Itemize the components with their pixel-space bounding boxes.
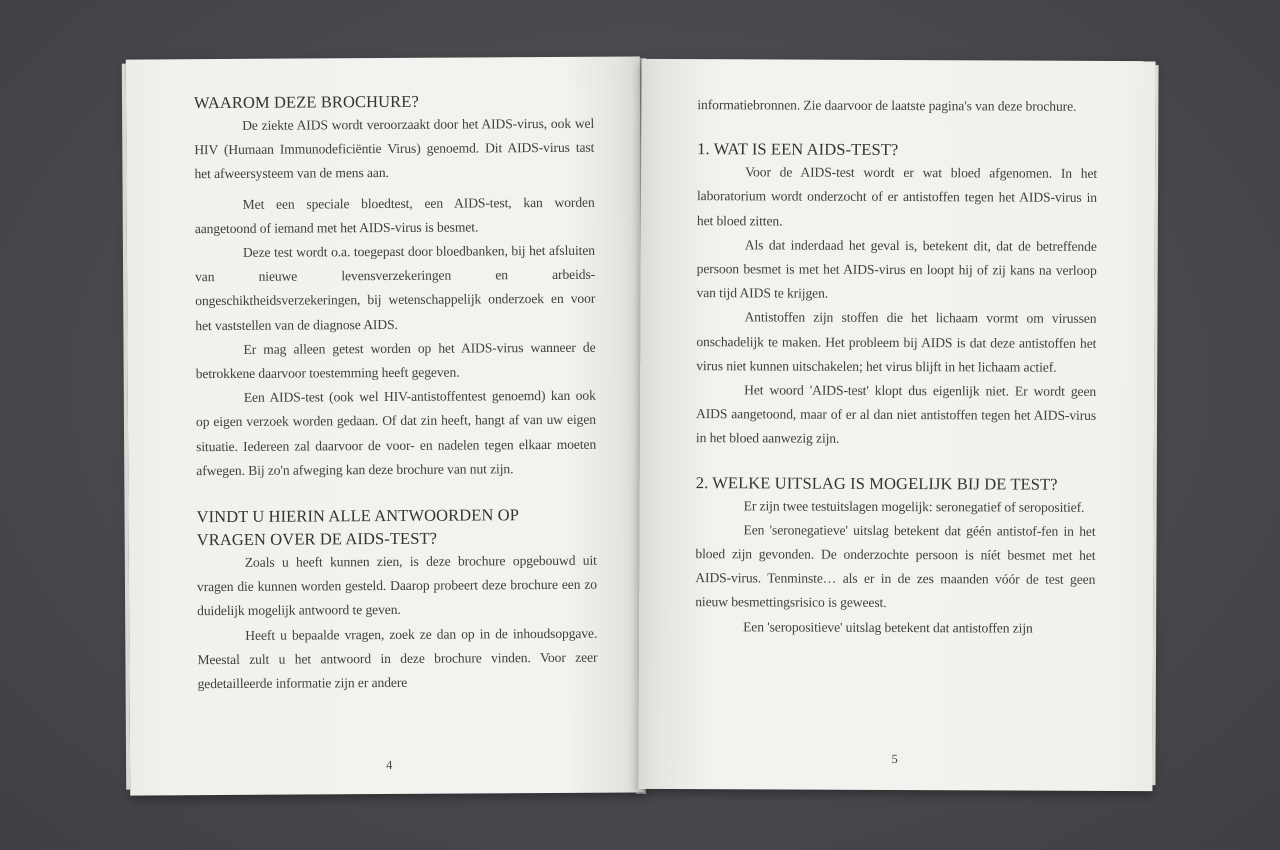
heading-line: VINDT U HIERIN ALLE ANTWOORDEN OP	[196, 505, 520, 527]
right-page	[638, 59, 1155, 791]
paragraph: Er zijn twee testuitslagen mogelijk: seronegatief of seropositief.	[743, 497, 1085, 515]
paragraph: Voor de AIDS-test wordt er wat bloed afgenomen. In het laboratorium wordt onderzocht of er antistoffen tegen het AIDS-virus in het bloed zitten.	[696, 164, 1098, 229]
paragraph: Antistoffen zijn stoffen die het lichaam vormt om virussen onschadelijk te maken. Het probleem bij AIDS is dat deze antistoffen het virus niet kunnen uitschakelen; het virus blijft in het lichaam actief.	[696, 309, 1097, 375]
paragraph: Een AIDS-test (ook wel HIV-antistoffentest genoemd) kan ook op eigen verzoek worden gedaan. Of dat zin heeft, hangt af van uw eigen situatie. Iedereen zal daarvoor de voor- en nadelen tegen elkaar moeten afwegen. Bij zo'n afweging kan deze brochure van nut zijn.	[195, 387, 597, 478]
paragraph: Een 'seropositieve' uitslag betekent dat antistoffen zijn	[743, 618, 1033, 636]
left-page-content	[194, 89, 598, 697]
section-heading-vindt-u	[196, 503, 596, 551]
paragraph: Heeft u bepaalde vragen, zoek ze dan op in de inhoudsopgave. Meestal zult u het antwoord in deze brochure vinden. Voor zeer gedetailleerde informatie zijn er andere	[197, 625, 598, 692]
paragraph: Zoals u heeft kunnen zien, is deze brochure opgebouwd uit vragen die kunnen worden gesteld. Daarop probeert deze brochure een zo duidelijk mogelijk antwoord te geven.	[196, 552, 598, 619]
page-number: 5	[891, 751, 898, 767]
paragraph: Als dat inderdaad het geval is, betekent dit, dat de betreffende persoon besmet is met het AIDS-virus en loopt hij of zij kans na verloop van tijd AIDS te krijgen.	[696, 237, 1097, 301]
section-spacer	[697, 117, 1097, 139]
section-spacer	[196, 481, 596, 505]
paragraph: De ziekte AIDS wordt veroorzaakt door het AIDS-virus, ook wel HIV (Humaan Immunodeficiëntie Virus) genoemd. Dit AIDS-virus tast het afweersysteem van de mens aan.	[194, 115, 595, 182]
left-page	[126, 56, 644, 795]
paragraph: Deze test wordt o.a. toegepast door bloedbanken, bij het afsluiten van nieuwe levensverzekeringen en arbeids-ongeschiktheidsverzekeringen, bij wetenschappelijk onderzoek en voor het vaststellen van de diagnose AIDS.	[195, 242, 596, 333]
paragraph: Met een speciale bloedtest, een AIDS-test, kan worden aangetoond of iemand met het AIDS-virus is besmet.	[194, 194, 595, 236]
section-heading-welke-uitslag: 2. WELKE UITSLAG IS MOGELIJK BIJ DE TEST?	[695, 472, 1058, 494]
section-heading-wat-is: 1. WAT IS EEN AIDS-TEST?	[697, 139, 899, 160]
paragraph: Het woord 'AIDS-test' klopt dus eigenlijk niet. Er wordt geen AIDS aangetoond, maar of er al dan niet antistoffen tegen het AIDS-virus in het bloed aanwezig zijn.	[695, 382, 1097, 447]
paragraph: Een 'seronegatieve' uitslag betekent dat géén antistof-fen in het bloed zijn gevonden. De onderzochte persoon is níét besmet met het AIDS-virus. Tenminste… als er in de zes maanden vóór de test geen nieuw besmettingsrisico is geweest.	[695, 522, 1096, 611]
section-heading-waarom: WAAROM DEZE BROCHURE?	[193, 91, 419, 113]
page-number: 4	[386, 757, 393, 772]
paragraph-continuation: informatiebronnen. Zie daarvoor de laatste pagina's van deze brochure.	[697, 97, 1077, 114]
right-page-content	[695, 93, 1097, 641]
section-spacer	[696, 451, 1096, 473]
heading-line: VRAGEN OVER DE AIDS-TEST?	[196, 528, 438, 550]
paragraph: Er mag alleen getest worden op het AIDS-virus wanneer de betrokkene daarvoor toestemming heeft gegeven.	[195, 339, 596, 382]
